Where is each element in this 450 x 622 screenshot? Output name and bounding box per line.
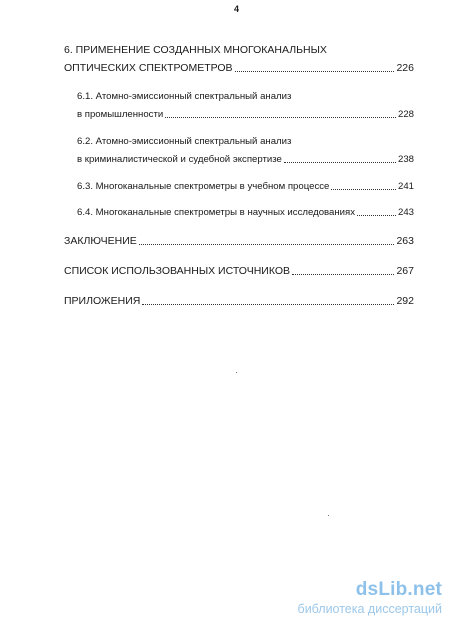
watermark: [298, 579, 442, 616]
watermark-logo: dsLib.net: [355, 579, 442, 600]
toc-entry-section-6-3: [77, 180, 414, 193]
toc-entry-text: ЗАКЛЮЧЕНИЕ: [64, 235, 137, 247]
dot-leader: [142, 304, 394, 305]
toc-entry-text: в криминалистической и судебной экспертизе: [77, 154, 282, 165]
toc-entry-references: [64, 265, 414, 278]
watermark-tagline: библиотека диссертаций: [297, 602, 442, 616]
dot-leader: [139, 244, 395, 245]
dot-leader: [331, 189, 396, 190]
toc-page-number: 241: [397, 181, 414, 192]
toc-entry-chapter-6: [64, 62, 414, 75]
toc-page-number: 243: [397, 207, 414, 218]
toc-page-number: 267: [396, 265, 414, 277]
toc-entry-section-6-4: [77, 206, 414, 219]
toc-page-number: 226: [396, 62, 414, 74]
toc-page-number: 263: [396, 235, 414, 247]
dot-leader: [235, 71, 395, 72]
toc-entry-text: ПРИЛОЖЕНИЯ: [64, 295, 141, 307]
dot-leader: [357, 215, 396, 216]
toc-entry-text: СПИСОК ИСПОЛЬЗОВАННЫХ ИСТОЧНИКОВ: [64, 265, 291, 277]
toc-page-number: 228: [397, 109, 414, 120]
toc-page-number: 238: [397, 154, 414, 165]
page-number: 4: [234, 4, 240, 14]
toc-entry-text: 6.1. Атомно-эмиссионный спектральный анализ: [77, 91, 292, 102]
toc-entry-text: 6.2. Атомно-эмиссионный спектральный анализ: [77, 136, 292, 147]
toc-entry-text: ОПТИЧЕСКИХ СПЕКТРОМЕТРОВ: [64, 62, 233, 74]
scan-speck: [236, 372, 237, 373]
toc-chapter-6-title: [64, 44, 327, 57]
scan-speck: [328, 515, 329, 516]
toc-entry-section-6-2: [77, 153, 414, 166]
dot-leader: [165, 117, 396, 118]
toc-section-6-1-title: [77, 90, 291, 103]
toc-entry-text: 6.4. Многоканальные спектрометры в научных исследованиях: [77, 207, 356, 218]
toc-entry-conclusion: [64, 235, 414, 248]
dot-leader: [284, 162, 396, 163]
toc-entry-text: 6. ПРИМЕНЕНИЕ СОЗДАННЫХ МНОГОКАНАЛЬНЫХ: [64, 44, 327, 56]
toc-entry-appendices: [64, 295, 414, 308]
toc-entry-text: 6.3. Многоканальные спектрометры в учебном процессе: [77, 181, 330, 192]
toc-entry-text: в промышленности: [77, 109, 164, 120]
dot-leader: [292, 274, 394, 275]
toc-section-6-2-title: [77, 135, 291, 148]
toc-page-number: 292: [396, 295, 414, 307]
toc-entry-section-6-1: [77, 108, 414, 121]
